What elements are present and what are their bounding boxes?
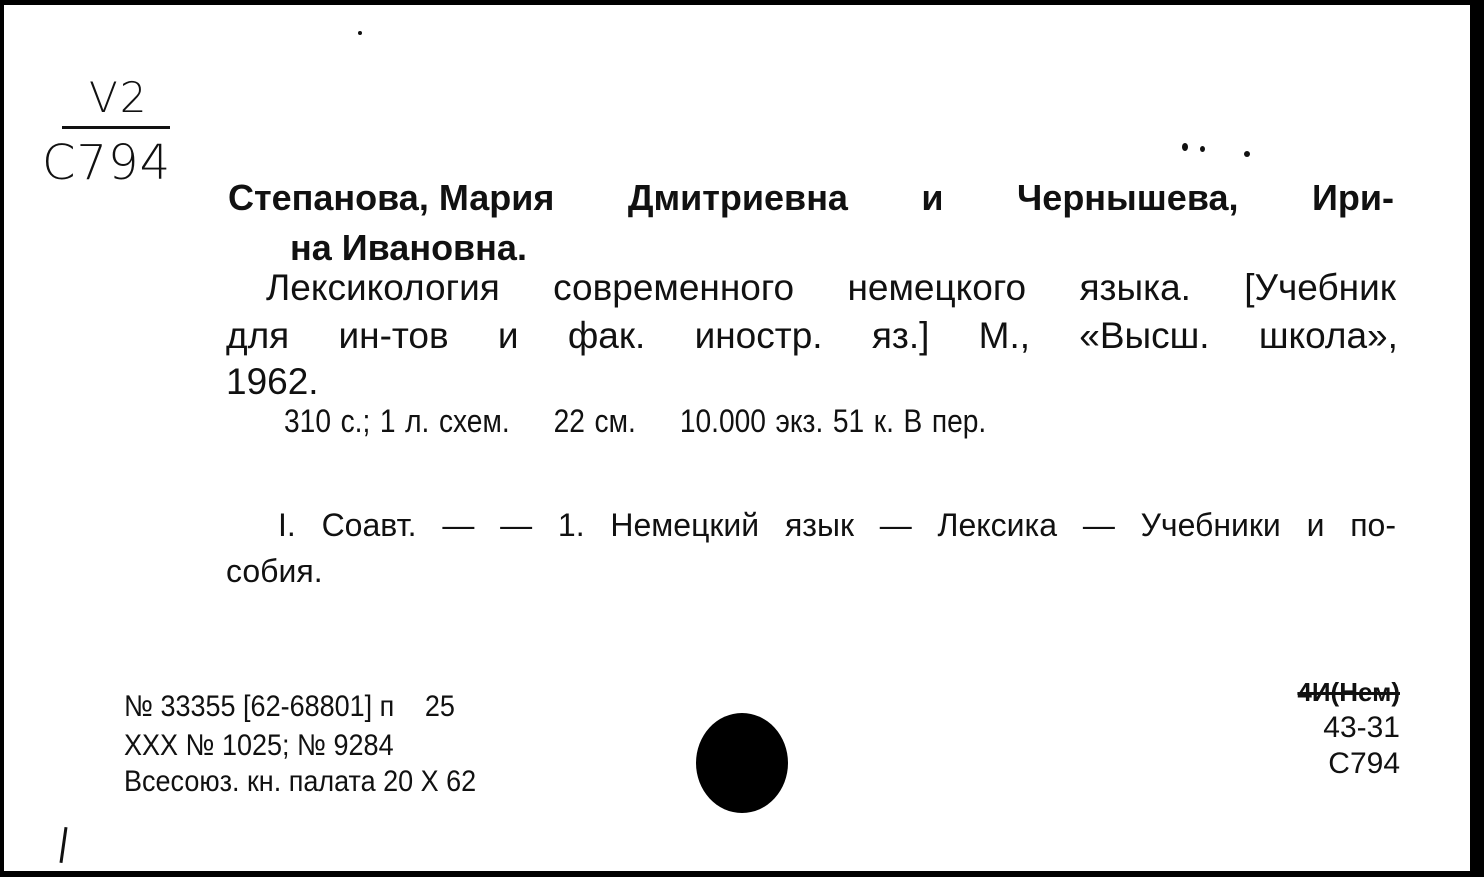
title-line1 bbox=[266, 267, 1396, 309]
tracing-word: — bbox=[879, 507, 912, 543]
punch-hole bbox=[696, 713, 788, 813]
chamber-line: Всесоюз. кн. палата 20 X 62 bbox=[124, 765, 477, 798]
author-mark: С794 bbox=[1328, 747, 1400, 780]
card-count: 25 bbox=[424, 690, 455, 723]
tracing-word: — bbox=[442, 507, 475, 543]
title-word: иностр. bbox=[694, 315, 823, 356]
title-word: ин-тов bbox=[338, 315, 449, 356]
tracing-word: и bbox=[1306, 507, 1325, 543]
ink-speck bbox=[1244, 151, 1250, 157]
physical-description bbox=[284, 403, 986, 440]
card-number-line bbox=[124, 690, 455, 724]
title-word: «Высш. bbox=[1079, 315, 1210, 356]
author-heading-line1 bbox=[228, 177, 1394, 219]
author-heading-line2: на Ивановна. bbox=[290, 227, 527, 268]
catalog-card bbox=[4, 5, 1470, 871]
registry-line: XXX № 1025; № 9284 bbox=[124, 729, 394, 762]
card-number: № 33355 [62-68801] п bbox=[124, 690, 395, 723]
title-word: современного bbox=[553, 267, 795, 308]
pages: 310 с.; 1 л. схем. bbox=[284, 403, 510, 439]
ink-speck bbox=[358, 31, 362, 35]
title-word: немецкого bbox=[847, 267, 1027, 308]
tracing-word: по- bbox=[1350, 507, 1396, 543]
tracing-word: Соавт. bbox=[321, 507, 417, 543]
size: 22 см. bbox=[553, 403, 636, 439]
tracing-line2: собия. bbox=[226, 553, 323, 589]
tracing-line1 bbox=[278, 507, 1396, 544]
tracing-word: Немецкий bbox=[610, 507, 760, 543]
tracing-word: I. bbox=[278, 507, 296, 543]
classification-struck: 4И(Нем) bbox=[1297, 677, 1400, 707]
title-word: [Учебник bbox=[1244, 267, 1396, 308]
title-word: языка. bbox=[1079, 267, 1191, 308]
tracing-word: язык bbox=[784, 507, 854, 543]
tracing-word: Учебники bbox=[1140, 507, 1281, 543]
title-word: Лексикология bbox=[266, 267, 500, 308]
title-word: яз.] bbox=[871, 315, 930, 356]
pencil-stroke bbox=[60, 827, 68, 863]
title-line2 bbox=[226, 315, 1398, 357]
title-word: фак. bbox=[567, 315, 646, 356]
title-word: школа», bbox=[1258, 315, 1398, 356]
publication-year: 1962. bbox=[226, 361, 319, 402]
tracing-word: Лексика bbox=[937, 507, 1058, 543]
heading-word: Степанова, Мария bbox=[228, 177, 555, 218]
tracing-word: — bbox=[1082, 507, 1115, 543]
title-word: М., bbox=[978, 315, 1031, 356]
shelf-mark-top: V2 bbox=[89, 73, 149, 122]
shelf-mark-divider bbox=[62, 126, 170, 129]
title-word: для bbox=[226, 315, 290, 356]
tracing-word: — bbox=[500, 507, 533, 543]
title-word: и bbox=[497, 315, 519, 356]
classification-code: 43-31 bbox=[1323, 711, 1400, 744]
tracing-word: 1. bbox=[557, 507, 585, 543]
ink-speck bbox=[1182, 143, 1188, 151]
heading-word: Ири- bbox=[1311, 177, 1394, 218]
copies-price: 10.000 экз. 51 к. В пер. bbox=[679, 403, 987, 439]
ink-speck bbox=[1200, 146, 1205, 152]
heading-word: Дмитриевна bbox=[627, 177, 848, 218]
heading-word: Чернышева, bbox=[1017, 177, 1239, 218]
heading-word: и bbox=[921, 177, 944, 218]
shelf-mark-bottom: C794 bbox=[42, 135, 172, 191]
